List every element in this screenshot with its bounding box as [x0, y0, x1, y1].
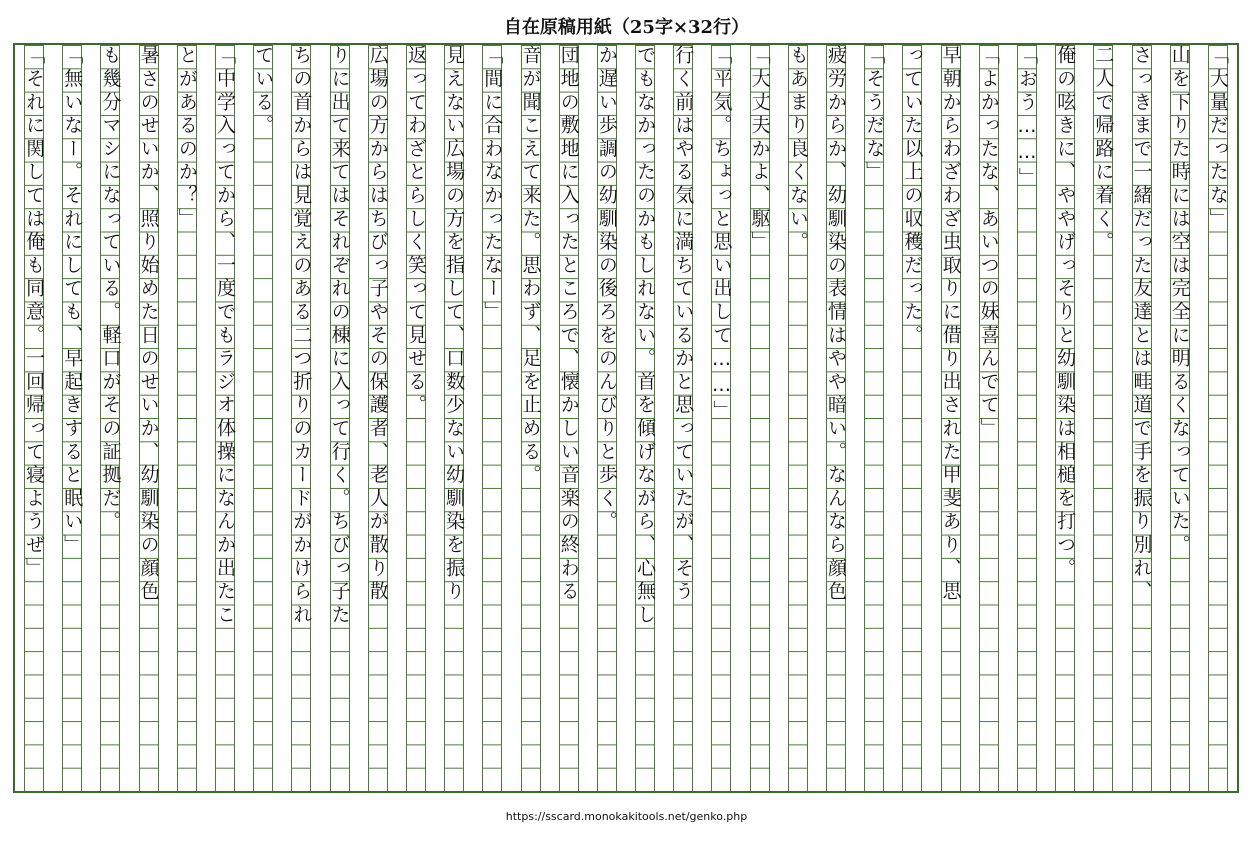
manuscript-line	[559, 45, 579, 791]
manuscript-line-text: も幾分マシになっている。軽口がその証拠だ。	[99, 45, 122, 535]
manuscript-line-text: 行く前はやる気に満ちているかと思っていたが、そう	[672, 45, 695, 605]
manuscript-line-text: 「中学入ってから、一度でもラジオ体操になんか出たこ	[214, 45, 237, 628]
manuscript-line	[864, 45, 884, 791]
manuscript-line-text: 「おう……」	[1015, 45, 1038, 191]
manuscript-line	[368, 45, 388, 791]
manuscript-line-text: 俺の呟きに、ややげっそりと幼馴染は相槌を打つ。	[1054, 45, 1077, 581]
manuscript-line	[1208, 45, 1228, 791]
manuscript-line-text: さっきまで一緒だった友達とは畦道で手を振り別れ、	[1130, 45, 1153, 605]
manuscript-line-text: 返ってわざとらしく笑って見せる。	[404, 45, 427, 418]
manuscript-line-text: 「間に合わなかったなー」	[481, 45, 504, 325]
manuscript-line-text: りに出て来てはそれぞれの棟に入って行く。ちびっ子た	[328, 45, 351, 628]
page-title: 自在原稿用紙（25字×32行）	[503, 17, 750, 38]
manuscript-paper	[13, 43, 1239, 793]
manuscript-line-text: とがあるのか？」	[175, 45, 198, 232]
manuscript-line	[941, 45, 961, 791]
manuscript-line	[1170, 45, 1190, 791]
manuscript-line-text: 「大丈夫かよ、駆」	[748, 45, 771, 255]
manuscript-line-text: 「大量だったな」	[1206, 45, 1229, 232]
manuscript-line-text: 音が聞こえて来た。思わず、足を止める。	[519, 45, 542, 488]
manuscript-line	[444, 45, 464, 791]
manuscript-line-text: 山を下りた時には空は完全に明るくなっていた。	[1168, 45, 1191, 558]
manuscript-line	[100, 45, 120, 791]
manuscript-line-text: ちの首からは見覚えのある二つ折りのカードがかけられ	[290, 45, 313, 628]
manuscript-line	[139, 45, 159, 791]
manuscript-line-text: 早朝からわざわざ虫取りに借り出された甲斐あり、思	[939, 45, 962, 605]
manuscript-line-text: もあまり良くない。	[786, 45, 809, 255]
manuscript-line	[597, 45, 617, 791]
manuscript-line	[1055, 45, 1075, 791]
footer-url: https://sscard.monokakitools.net/genko.php	[505, 810, 748, 823]
manuscript-line	[482, 45, 502, 791]
manuscript-line-text: 団地の敷地に入ったところで、懐かしい音楽の終わる	[557, 45, 580, 605]
manuscript-line	[291, 45, 311, 791]
manuscript-line-text: っていた以上の収穫だった。	[901, 45, 924, 348]
manuscript-line	[750, 45, 770, 791]
manuscript-line-text: ている。	[252, 45, 275, 139]
manuscript-line-text: か遅い歩調の幼馴染の後ろをのんびりと歩く。	[595, 45, 618, 535]
manuscript-line-text: 疲労からか、幼馴染の表情はやや暗い。なんなら顔色	[825, 45, 848, 605]
manuscript-line-text: でもなかったのかもしれない。首を傾げながら、心無し	[634, 45, 657, 628]
manuscript-line-text: 暑さのせいか、照り始めた日のせいか、幼馴染の顔色	[137, 45, 160, 605]
manuscript-line	[406, 45, 426, 791]
manuscript-line	[635, 45, 655, 791]
manuscript-line-text: 「無いなー。それにしても、早起きすると眠い」	[61, 45, 84, 558]
manuscript-line	[330, 45, 350, 791]
manuscript-line	[521, 45, 541, 791]
manuscript-line	[979, 45, 999, 791]
manuscript-line-text: 二人で帰路に着く。	[1092, 45, 1115, 255]
manuscript-line	[711, 45, 731, 791]
manuscript-line	[1017, 45, 1037, 791]
manuscript-line-text: 「よかったな、あいつの妹喜んでて」	[977, 45, 1000, 442]
manuscript-line	[1132, 45, 1152, 791]
manuscript-line-text: 「それに関しては俺も同意。一回帰って寝ようぜ」	[23, 45, 46, 581]
manuscript-line-text: 見えない広場の方を指して、口数少ない幼馴染を振り	[443, 45, 466, 605]
manuscript-line	[24, 45, 44, 791]
manuscript-line-text: 「平気。ちょっと思い出して……」	[710, 45, 733, 424]
manuscript-line-text: 広場の方からはちびっ子やその保護者、老人が散り散	[366, 45, 389, 605]
manuscript-line	[253, 45, 273, 791]
manuscript-line	[826, 45, 846, 791]
manuscript-line	[673, 45, 693, 791]
manuscript-line	[215, 45, 235, 791]
manuscript-line	[902, 45, 922, 791]
manuscript-line	[788, 45, 808, 791]
manuscript-line-text: 「そうだな」	[863, 45, 886, 185]
manuscript-line	[1093, 45, 1113, 791]
manuscript-line	[62, 45, 82, 791]
manuscript-line	[177, 45, 197, 791]
